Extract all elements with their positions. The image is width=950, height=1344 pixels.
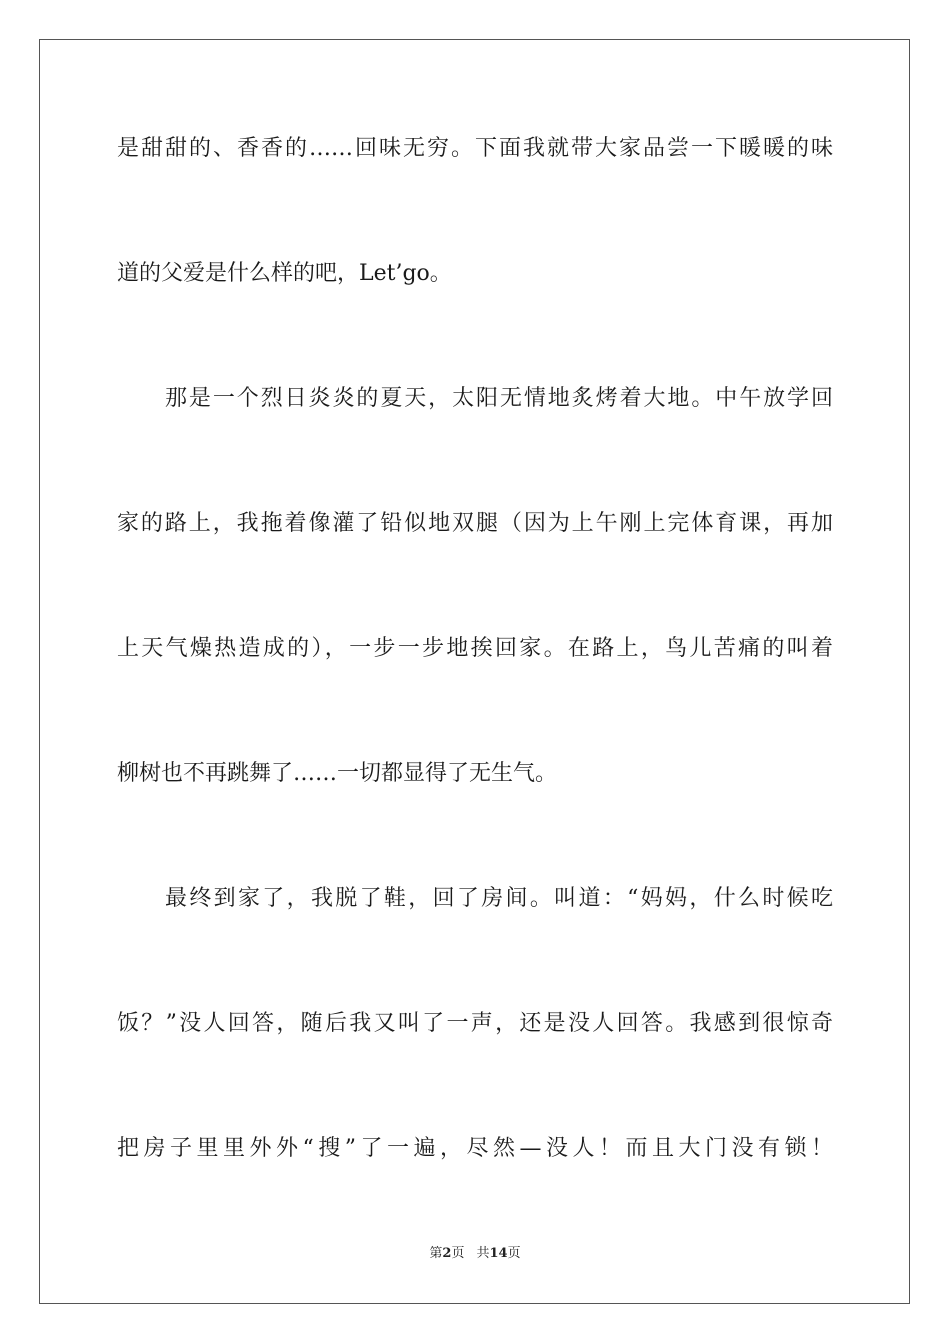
paragraph-2-line-3: 上天气燥热造成的），一步一步地挨回家。在路上，鸟儿苦痛的叫着 — [117, 636, 833, 661]
page-unit: 页 — [451, 1246, 465, 1261]
text-line-2: 道的父爱是什么样的吧，Let’go。 — [117, 261, 452, 286]
total-unit: 页 — [507, 1246, 521, 1261]
total-prefix: 共 — [476, 1246, 490, 1261]
page-border — [39, 39, 910, 1304]
page-current: 2 — [442, 1246, 452, 1261]
page-footer — [0, 1245, 950, 1263]
paragraph-2-line-1: 那是一个烈日炎炎的夏天，太阳无情地炙烤着大地。中午放学回 — [165, 386, 833, 411]
page-prefix: 第 — [429, 1246, 443, 1261]
paragraph-2-line-2: 家的路上，我拖着像灌了铅似地双腿（因为上午刚上完体育课，再加 — [117, 511, 833, 536]
paragraph-3-line-3: 把房子里里外外“搜”了一遍，尽然—没人！而且大门没有锁！ — [117, 1136, 833, 1161]
paragraph-3-line-2: 饭？”没人回答，随后我又叫了一声，还是没人回答。我感到很惊奇 — [117, 1011, 833, 1036]
page-total: 14 — [489, 1246, 508, 1261]
paragraph-2-line-4: 柳树也不再跳舞了……一切都显得了无生气。 — [117, 761, 558, 786]
text-line-1: 是甜甜的、香香的……回味无穷。下面我就带大家品尝一下暖暖的味 — [117, 136, 833, 161]
paragraph-3-line-1: 最终到家了，我脱了鞋，回了房间。叫道：“妈妈，什么时候吃 — [165, 886, 833, 911]
